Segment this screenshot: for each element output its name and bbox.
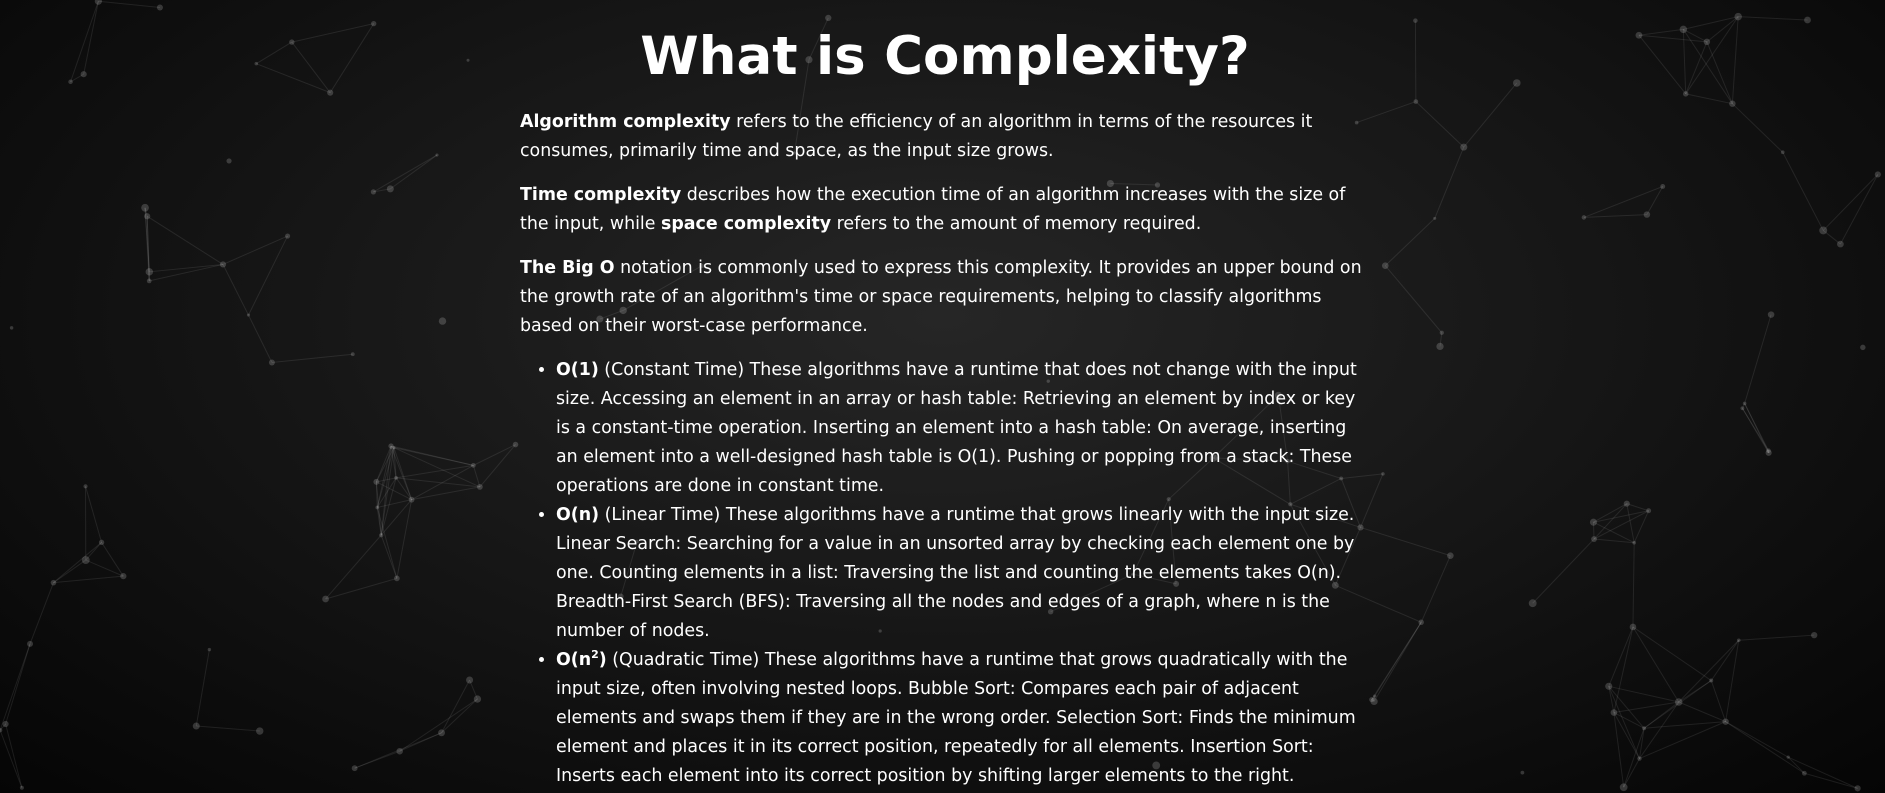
space-complexity-text: refers to the amount of memory required. bbox=[831, 214, 1202, 234]
network-link bbox=[1614, 713, 1624, 788]
network-node bbox=[1414, 99, 1419, 104]
network-node bbox=[1582, 215, 1587, 220]
network-link bbox=[1361, 527, 1451, 555]
network-node bbox=[1811, 632, 1817, 638]
network-link bbox=[1533, 539, 1594, 603]
network-link bbox=[1840, 174, 1877, 244]
network-node bbox=[1704, 39, 1710, 45]
network-link bbox=[196, 650, 209, 726]
big-o-term: The Big O bbox=[520, 258, 615, 278]
network-node bbox=[471, 463, 476, 468]
network-node bbox=[387, 185, 394, 192]
network-link bbox=[1584, 215, 1647, 218]
network-link bbox=[6, 724, 22, 788]
network-link bbox=[1804, 773, 1857, 788]
network-link bbox=[0, 730, 22, 788]
network-link bbox=[1385, 266, 1442, 333]
network-link bbox=[292, 24, 374, 42]
network-link bbox=[1647, 186, 1663, 214]
network-link bbox=[1627, 504, 1649, 511]
network-link bbox=[1745, 403, 1769, 452]
main-content bbox=[520, 22, 1370, 791]
network-node bbox=[1819, 226, 1827, 234]
network-link bbox=[1593, 511, 1648, 522]
network-link bbox=[86, 486, 102, 542]
network-node bbox=[439, 317, 446, 324]
network-link bbox=[1788, 757, 1804, 773]
network-node bbox=[1433, 217, 1436, 220]
complexity-item-linear bbox=[556, 501, 1370, 646]
network-node bbox=[1729, 100, 1735, 106]
network-node bbox=[1381, 472, 1385, 476]
network-link bbox=[223, 264, 248, 315]
network-node bbox=[1860, 345, 1865, 350]
network-node bbox=[1418, 620, 1423, 625]
complexity-notation-exponent: 2 bbox=[591, 648, 599, 662]
network-node bbox=[285, 233, 290, 238]
network-link bbox=[1683, 29, 1685, 93]
algorithm-complexity-term: Algorithm complexity bbox=[520, 112, 731, 132]
network-link bbox=[373, 155, 437, 192]
network-link bbox=[98, 1, 160, 7]
network-link bbox=[1732, 104, 1782, 153]
network-node bbox=[1646, 508, 1651, 513]
network-link bbox=[396, 478, 411, 500]
network-link bbox=[1385, 218, 1434, 265]
complexity-description: (Quadratic Time) These algorithms have a runtime that grows quadratically with the input size, often involving nested loops. Bubble Sort: Compares each pair of adjacent elements and swaps them if they are in the wrong order. Selection Sort: Finds the minimum element and places it in its correct position, repeatedly for all elements. Insertion Sort: Inserts each element into its correct position by shifting larger elements to the right. bbox=[556, 650, 1356, 786]
network-link bbox=[400, 733, 442, 751]
network-link bbox=[381, 446, 391, 535]
network-node bbox=[513, 442, 519, 448]
complexity-notation: O(n) bbox=[556, 505, 600, 525]
complexity-notation-base: O(n bbox=[556, 650, 592, 670]
network-link bbox=[1788, 757, 1857, 788]
network-node bbox=[289, 39, 294, 44]
network-node bbox=[157, 5, 163, 11]
network-node bbox=[10, 326, 13, 329]
network-link bbox=[1823, 174, 1878, 230]
network-node bbox=[1373, 694, 1376, 697]
network-node bbox=[352, 765, 358, 771]
network-link bbox=[1711, 681, 1725, 722]
network-link bbox=[1745, 315, 1771, 404]
network-node bbox=[1642, 726, 1646, 730]
network-link bbox=[394, 448, 480, 487]
page-title: What is Complexity? bbox=[640, 26, 1250, 87]
network-node bbox=[327, 90, 333, 96]
network-link bbox=[1739, 635, 1814, 640]
network-link bbox=[1732, 17, 1738, 104]
network-link bbox=[1639, 29, 1683, 35]
network-node bbox=[95, 0, 102, 5]
big-o-text: notation is commonly used to express this complexity. It provides an upper bound on the growth rate of an algorithm's time or space requirements, helping to classify algorithms based on their worst-case performance. bbox=[520, 258, 1362, 336]
network-node bbox=[1768, 311, 1775, 318]
network-link bbox=[53, 542, 101, 582]
network-node bbox=[1637, 756, 1641, 760]
network-node bbox=[371, 21, 376, 26]
network-node bbox=[220, 261, 226, 267]
network-node bbox=[371, 189, 376, 194]
network-link bbox=[30, 583, 53, 644]
network-link bbox=[442, 680, 470, 733]
network-link bbox=[1609, 627, 1633, 686]
network-node bbox=[477, 484, 483, 490]
network-link bbox=[1614, 627, 1633, 713]
network-node bbox=[394, 476, 398, 480]
network-link bbox=[1627, 504, 1634, 543]
network-node bbox=[466, 677, 473, 684]
network-link bbox=[0, 644, 30, 730]
network-node bbox=[1855, 785, 1861, 791]
network-node bbox=[1447, 552, 1454, 559]
network-link bbox=[1416, 102, 1464, 148]
network-link bbox=[1593, 504, 1626, 523]
complexity-notation-close: ) bbox=[598, 650, 607, 670]
network-node bbox=[1737, 638, 1741, 642]
complexity-notation: O(1) bbox=[556, 360, 599, 380]
network-link bbox=[400, 699, 478, 751]
network-link bbox=[1374, 622, 1421, 701]
network-link bbox=[196, 726, 259, 731]
network-node bbox=[144, 213, 150, 219]
network-link bbox=[1633, 627, 1679, 702]
network-node bbox=[193, 723, 200, 730]
space-complexity-term: space complexity bbox=[661, 214, 832, 234]
network-node bbox=[27, 641, 33, 647]
network-link bbox=[330, 24, 374, 93]
network-node bbox=[269, 360, 275, 366]
network-node bbox=[409, 497, 415, 503]
network-node bbox=[20, 786, 24, 790]
network-node bbox=[1781, 150, 1785, 154]
network-node bbox=[1709, 679, 1713, 683]
network-node bbox=[1591, 536, 1597, 542]
network-link bbox=[53, 576, 123, 583]
network-link bbox=[1435, 147, 1464, 218]
network-node bbox=[1743, 402, 1747, 406]
network-node bbox=[1734, 13, 1742, 21]
network-link bbox=[381, 535, 397, 578]
network-node bbox=[1620, 783, 1628, 791]
network-link bbox=[326, 535, 382, 599]
network-link bbox=[1707, 42, 1732, 104]
network-link bbox=[149, 264, 223, 271]
network-node bbox=[322, 596, 329, 603]
network-node bbox=[438, 729, 445, 736]
network-link bbox=[1711, 640, 1738, 680]
network-node bbox=[396, 748, 402, 754]
network-node bbox=[146, 268, 153, 275]
network-link bbox=[1594, 511, 1649, 539]
network-node bbox=[388, 443, 393, 448]
network-node bbox=[1875, 171, 1881, 177]
network-node bbox=[141, 204, 149, 212]
network-link bbox=[1679, 640, 1739, 702]
network-node bbox=[1660, 184, 1665, 189]
time-complexity-text: describes how the execution time of an algorithm increases with the size of the input, while bbox=[520, 185, 1346, 234]
network-node bbox=[1644, 211, 1650, 217]
network-node bbox=[1802, 771, 1807, 776]
network-node bbox=[1722, 718, 1728, 724]
network-node bbox=[1529, 599, 1537, 607]
network-link bbox=[1609, 686, 1614, 712]
network-node bbox=[1766, 450, 1772, 456]
network-node bbox=[1630, 624, 1637, 631]
network-link bbox=[53, 560, 85, 583]
network-node bbox=[1787, 756, 1790, 759]
network-node bbox=[247, 313, 250, 316]
network-node bbox=[99, 540, 104, 545]
network-node bbox=[467, 59, 470, 62]
network-node bbox=[351, 352, 355, 356]
complexity-description: (Linear Time) These algorithms have a runtime that grows linearly with the input size. Linear Search: Searching for a value in an unsorted array by checking each element one by one. Counting elements in a list: Traversing the list and counting the elements takes O(n). Breadth-First Search (BFS): Traversing all the nodes and edges of a graph, where n is the number of nodes. bbox=[556, 505, 1355, 641]
network-node bbox=[1436, 343, 1443, 350]
network-link bbox=[397, 500, 412, 579]
network-link bbox=[355, 751, 400, 768]
network-link bbox=[256, 42, 292, 64]
big-o-paragraph bbox=[520, 254, 1370, 341]
network-node bbox=[1804, 17, 1811, 24]
network-link bbox=[1738, 17, 1807, 20]
network-node bbox=[1605, 683, 1612, 690]
time-space-complexity-paragraph bbox=[520, 181, 1370, 239]
network-link bbox=[1639, 35, 1686, 94]
network-node bbox=[226, 158, 231, 163]
network-node bbox=[1740, 406, 1744, 410]
network-link bbox=[326, 578, 397, 599]
network-link bbox=[473, 465, 480, 487]
network-link bbox=[473, 445, 515, 466]
complexity-item-quadratic bbox=[556, 646, 1370, 791]
network-node bbox=[1611, 709, 1618, 716]
network-node bbox=[82, 556, 90, 564]
network-link bbox=[272, 354, 353, 362]
network-node bbox=[3, 721, 9, 727]
network-node bbox=[1521, 771, 1525, 775]
network-link bbox=[412, 487, 480, 500]
complexity-list bbox=[520, 356, 1370, 791]
network-link bbox=[1726, 722, 1805, 774]
network-link bbox=[442, 699, 478, 733]
network-node bbox=[147, 279, 152, 284]
network-node bbox=[68, 80, 73, 85]
network-link bbox=[480, 445, 516, 487]
network-link bbox=[1421, 556, 1450, 623]
network-link bbox=[1634, 511, 1648, 543]
network-node bbox=[435, 153, 438, 156]
network-link bbox=[1726, 640, 1739, 721]
network-link bbox=[391, 446, 473, 465]
complexity-description: (Constant Time) These algorithms have a runtime that does not change with the input size. Accessing an element in an array or hash table: Retrieving an element by index or key is a constant-time operation. Inserting an element into a hash table: On average, inserting an element into a well-designed hash table is O(1). Pushing or popping from a stack: These operations are done in constant time. bbox=[556, 360, 1357, 496]
network-node bbox=[1460, 144, 1467, 151]
network-link bbox=[1464, 83, 1517, 147]
network-link bbox=[248, 315, 271, 362]
network-node bbox=[1413, 18, 1417, 22]
network-link bbox=[6, 644, 30, 724]
network-link bbox=[1742, 408, 1768, 453]
network-node bbox=[1680, 26, 1687, 33]
network-node bbox=[1837, 241, 1844, 248]
network-link bbox=[376, 478, 396, 482]
network-link bbox=[377, 507, 397, 578]
algorithm-complexity-text: refers to the efficiency of an algorithm in terms of the resources it consumes, primarily time and space, as the input size grows. bbox=[520, 112, 1313, 161]
network-link bbox=[1584, 186, 1663, 217]
time-complexity-term: Time complexity bbox=[520, 185, 682, 205]
network-link bbox=[1726, 722, 1789, 757]
network-link bbox=[223, 236, 288, 264]
network-link bbox=[1639, 728, 1644, 758]
network-node bbox=[256, 727, 263, 734]
network-node bbox=[51, 580, 57, 586]
network-node bbox=[1636, 32, 1643, 39]
network-node bbox=[375, 506, 379, 510]
network-link bbox=[248, 236, 287, 315]
network-node bbox=[83, 484, 87, 488]
network-node bbox=[373, 479, 379, 485]
complexity-item-constant bbox=[556, 356, 1370, 501]
network-node bbox=[1382, 262, 1389, 269]
network-node bbox=[825, 15, 831, 21]
network-link bbox=[1679, 702, 1726, 722]
network-node bbox=[255, 62, 259, 66]
network-node bbox=[1632, 541, 1636, 545]
network-link bbox=[390, 155, 437, 189]
network-link bbox=[1633, 543, 1634, 627]
network-link bbox=[149, 264, 223, 280]
network-link bbox=[1686, 94, 1733, 104]
network-node bbox=[379, 533, 383, 537]
network-node bbox=[394, 576, 400, 582]
network-node bbox=[120, 573, 126, 579]
network-link bbox=[147, 216, 223, 264]
network-node bbox=[1675, 698, 1683, 706]
network-node bbox=[1513, 79, 1521, 87]
network-node bbox=[1440, 331, 1444, 335]
complexity-notation bbox=[556, 650, 607, 670]
network-link bbox=[1633, 627, 1711, 681]
network-link bbox=[1783, 152, 1823, 230]
network-node bbox=[208, 648, 211, 651]
network-node bbox=[81, 71, 87, 77]
network-node bbox=[474, 695, 481, 702]
network-node bbox=[1624, 501, 1630, 507]
network-node bbox=[1371, 698, 1378, 705]
algorithm-complexity-paragraph bbox=[520, 108, 1370, 166]
network-node bbox=[1590, 519, 1597, 526]
network-node bbox=[1683, 91, 1688, 96]
network-link bbox=[1609, 686, 1640, 758]
